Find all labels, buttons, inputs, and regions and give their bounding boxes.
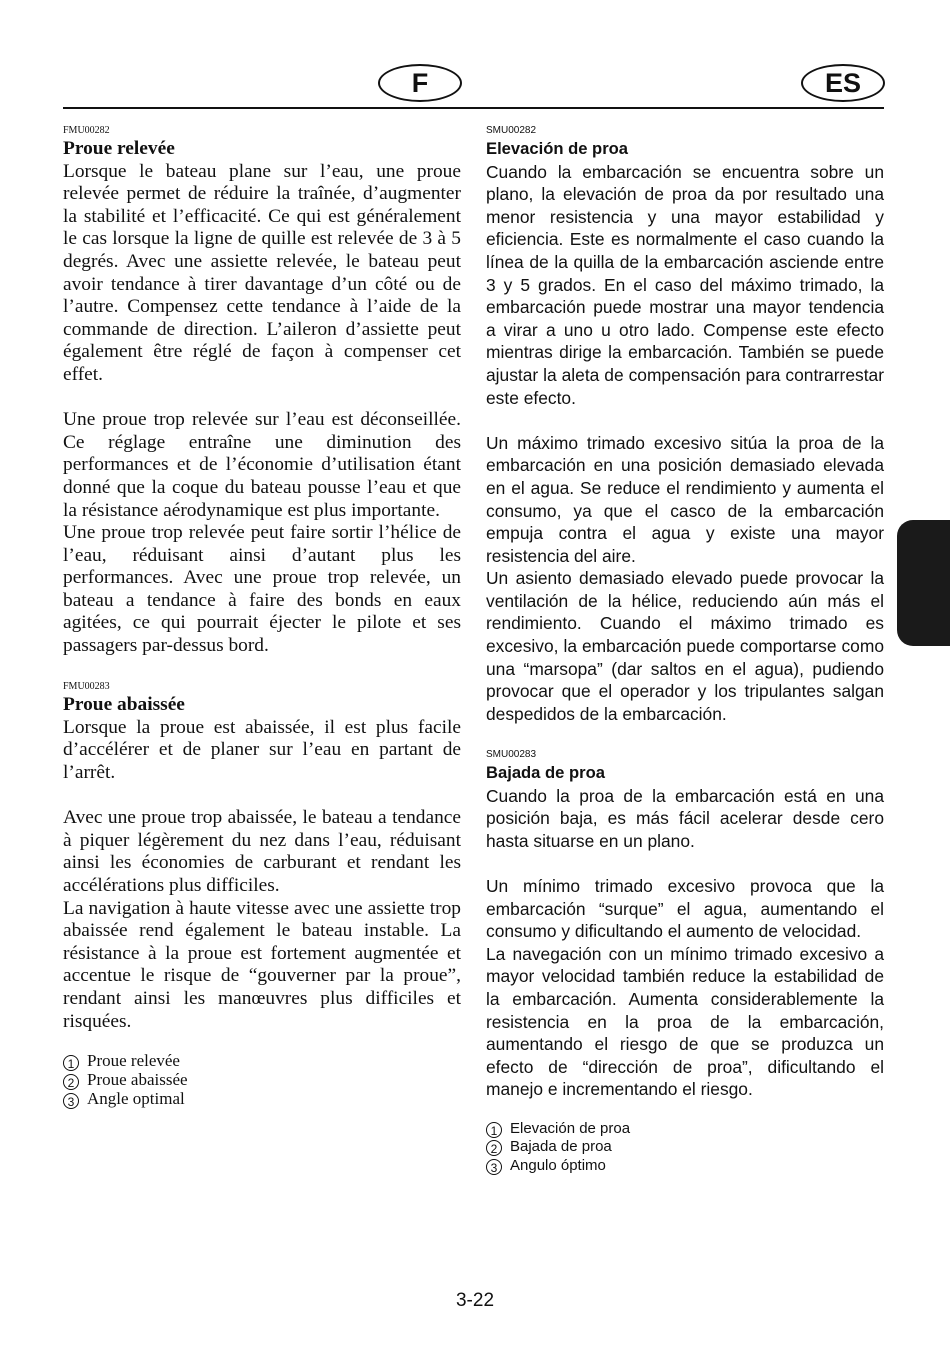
section-title: Proue abaissée xyxy=(63,694,185,716)
paragraph: Un máximo trimado excesivo sitúa la proa de la embarcación en una posición demasiado elevada en el agua. Se reduce el rendimiento y aumenta el consumo, ya que el casco de la embarcación empuja contra el agua y existe una mayor resistencia del aire. xyxy=(486,432,884,566)
french-column xyxy=(63,124,461,1109)
circled-number: 3 xyxy=(486,1159,502,1175)
section-code: FMU00282 xyxy=(63,125,110,136)
language-badge-spanish: ES xyxy=(801,64,885,102)
paragraph: Un asiento demasiado elevado puede provocar la ventilación de la hélice, reduciendo aún más el rendimiento. Cuando el máximo trimado es excesivo, la embarcación puede comportarse como una “marsopa” (dar saltos en el agua), pudiendo provocar que el operador y los tripulantes salgan despedidos de la embarcación. xyxy=(486,568,884,724)
paragraph: La navegación con un mínimo trimado excesivo a mayor velocidad también reduce la estabilidad de la embarcación. Aumenta considerablemente la resistencia en la proa de la embarcación, aumentando el riesgo de que se produzca un efecto de “dirección de proa”, dificultando el manejo e incrementando el riesgo. xyxy=(486,943,884,1100)
section-title: Bajada de proa xyxy=(486,763,605,783)
legend-label: Proue relevée xyxy=(87,1051,180,1071)
legend-item xyxy=(486,1157,884,1175)
paragraph: Cuando la proa de la embarcación está en una posición baja, es más fácil acelerar desde cero hasta situarse en un plano. xyxy=(486,785,884,851)
circled-number: 2 xyxy=(63,1074,79,1090)
legend-label: Angulo óptimo xyxy=(510,1156,606,1174)
section-code: FMU00283 xyxy=(63,681,110,693)
circled-number: 2 xyxy=(486,1140,502,1156)
section-title: Proue relevée xyxy=(63,138,175,159)
legend-item xyxy=(486,1120,884,1138)
paragraph: Avec une proue trop abaissée, le bateau a tendance à piquer légèrement du nez dans l’eau, réduisant ainsi les économies de carburant et rendant les accélérations plus difficiles. xyxy=(63,807,461,896)
paragraph: Lorsque le bateau plane sur l’eau, une proue relevée permet de réduire la traînée, d’augmenter la stabilité et l’efficacité. Ce qui est généralement le cas lorsque la ligne de quille est relevée de 3 à 5 degrés. Avec une assiette relevée, le bateau peut avoir tendance à tirer davantage d’un côté ou de l’autre. Compensez cette tendance à l’aide de la commande de direction. L’aileron d’assiette peut également être réglé de façon à compenser cet effet. xyxy=(63,160,461,385)
figure-legend xyxy=(486,1120,884,1175)
circled-number: 1 xyxy=(63,1055,79,1071)
section-title: Elevación de proa xyxy=(486,139,629,158)
paragraph: Une proue trop relevée sur l’eau est déconseillée. Ce réglage entraîne une diminution des performances et de l’économie d’utilisation étant donné que la coque du bateau pousse l’eau et que la résistance aérodynamique est plus importante. xyxy=(63,409,461,521)
circled-number: 1 xyxy=(486,1122,502,1138)
legend-label: Angle optimal xyxy=(87,1089,185,1109)
header-rule xyxy=(63,107,884,109)
legend-item xyxy=(63,1090,461,1109)
legend-label: Proue abaissée xyxy=(87,1070,188,1090)
section-code: SMU00283 xyxy=(486,749,537,761)
legend-item xyxy=(63,1071,461,1090)
legend-item xyxy=(63,1052,461,1071)
chapter-thumb-tab xyxy=(897,520,950,646)
page-number: 3-22 xyxy=(455,1290,495,1311)
paragraph: Cuando la embarcación se encuentra sobre un plano, la elevación de proa da por resultado una menor resistencia y una mayor estabilidad y eficiencia. Este es normalmente el caso cuando la línea de la quilla de la embarcación asciende entre 3 y 5 grados. En el caso del máximo trimado, la embarcación puede mostrar una mayor tendencia a virar a uno u otro lado. Compense este efecto mientras dirige la embarcación. También se puede ajustar la aleta de compensación para contrarrestar este efecto. xyxy=(486,161,884,408)
circled-number: 3 xyxy=(63,1093,79,1109)
section-code: SMU00282 xyxy=(486,125,537,136)
spanish-column xyxy=(486,124,884,1175)
paragraph: Lorsque la proue est abaissée, il est plus facile d’accélérer et de planer sur l’eau en partant de l’arrêt. xyxy=(63,716,461,784)
figure-legend xyxy=(63,1052,461,1109)
paragraph: La navigation à haute vitesse avec une assiette trop abaissée rend également le bateau instable. La résistance à la proue est fortement augmentée et accentue le risque de “gouverner par la proue”, rendant ainsi les manœuvres plus difficiles et risquées. xyxy=(63,897,461,1032)
paragraph: Une proue trop relevée peut faire sortir l’hélice de l’eau, réduisant ainsi d’autant plus les performances. Avec une proue trop relevée, un bateau a tendance à faire des bonds en eaux agitées, ce qui pourrait éjecter le pilote et ses passagers par-dessus bord. xyxy=(63,522,461,657)
legend-label: Bajada de proa xyxy=(510,1138,612,1156)
language-badge-french: F xyxy=(378,64,462,102)
paragraph: Un mínimo trimado excesivo provoca que la embarcación “surque” el agua, aumentando el consumo y dificultando el aumento de velocidad. xyxy=(486,876,884,942)
legend-item xyxy=(486,1138,884,1156)
legend-label: Elevación de proa xyxy=(510,1119,631,1137)
